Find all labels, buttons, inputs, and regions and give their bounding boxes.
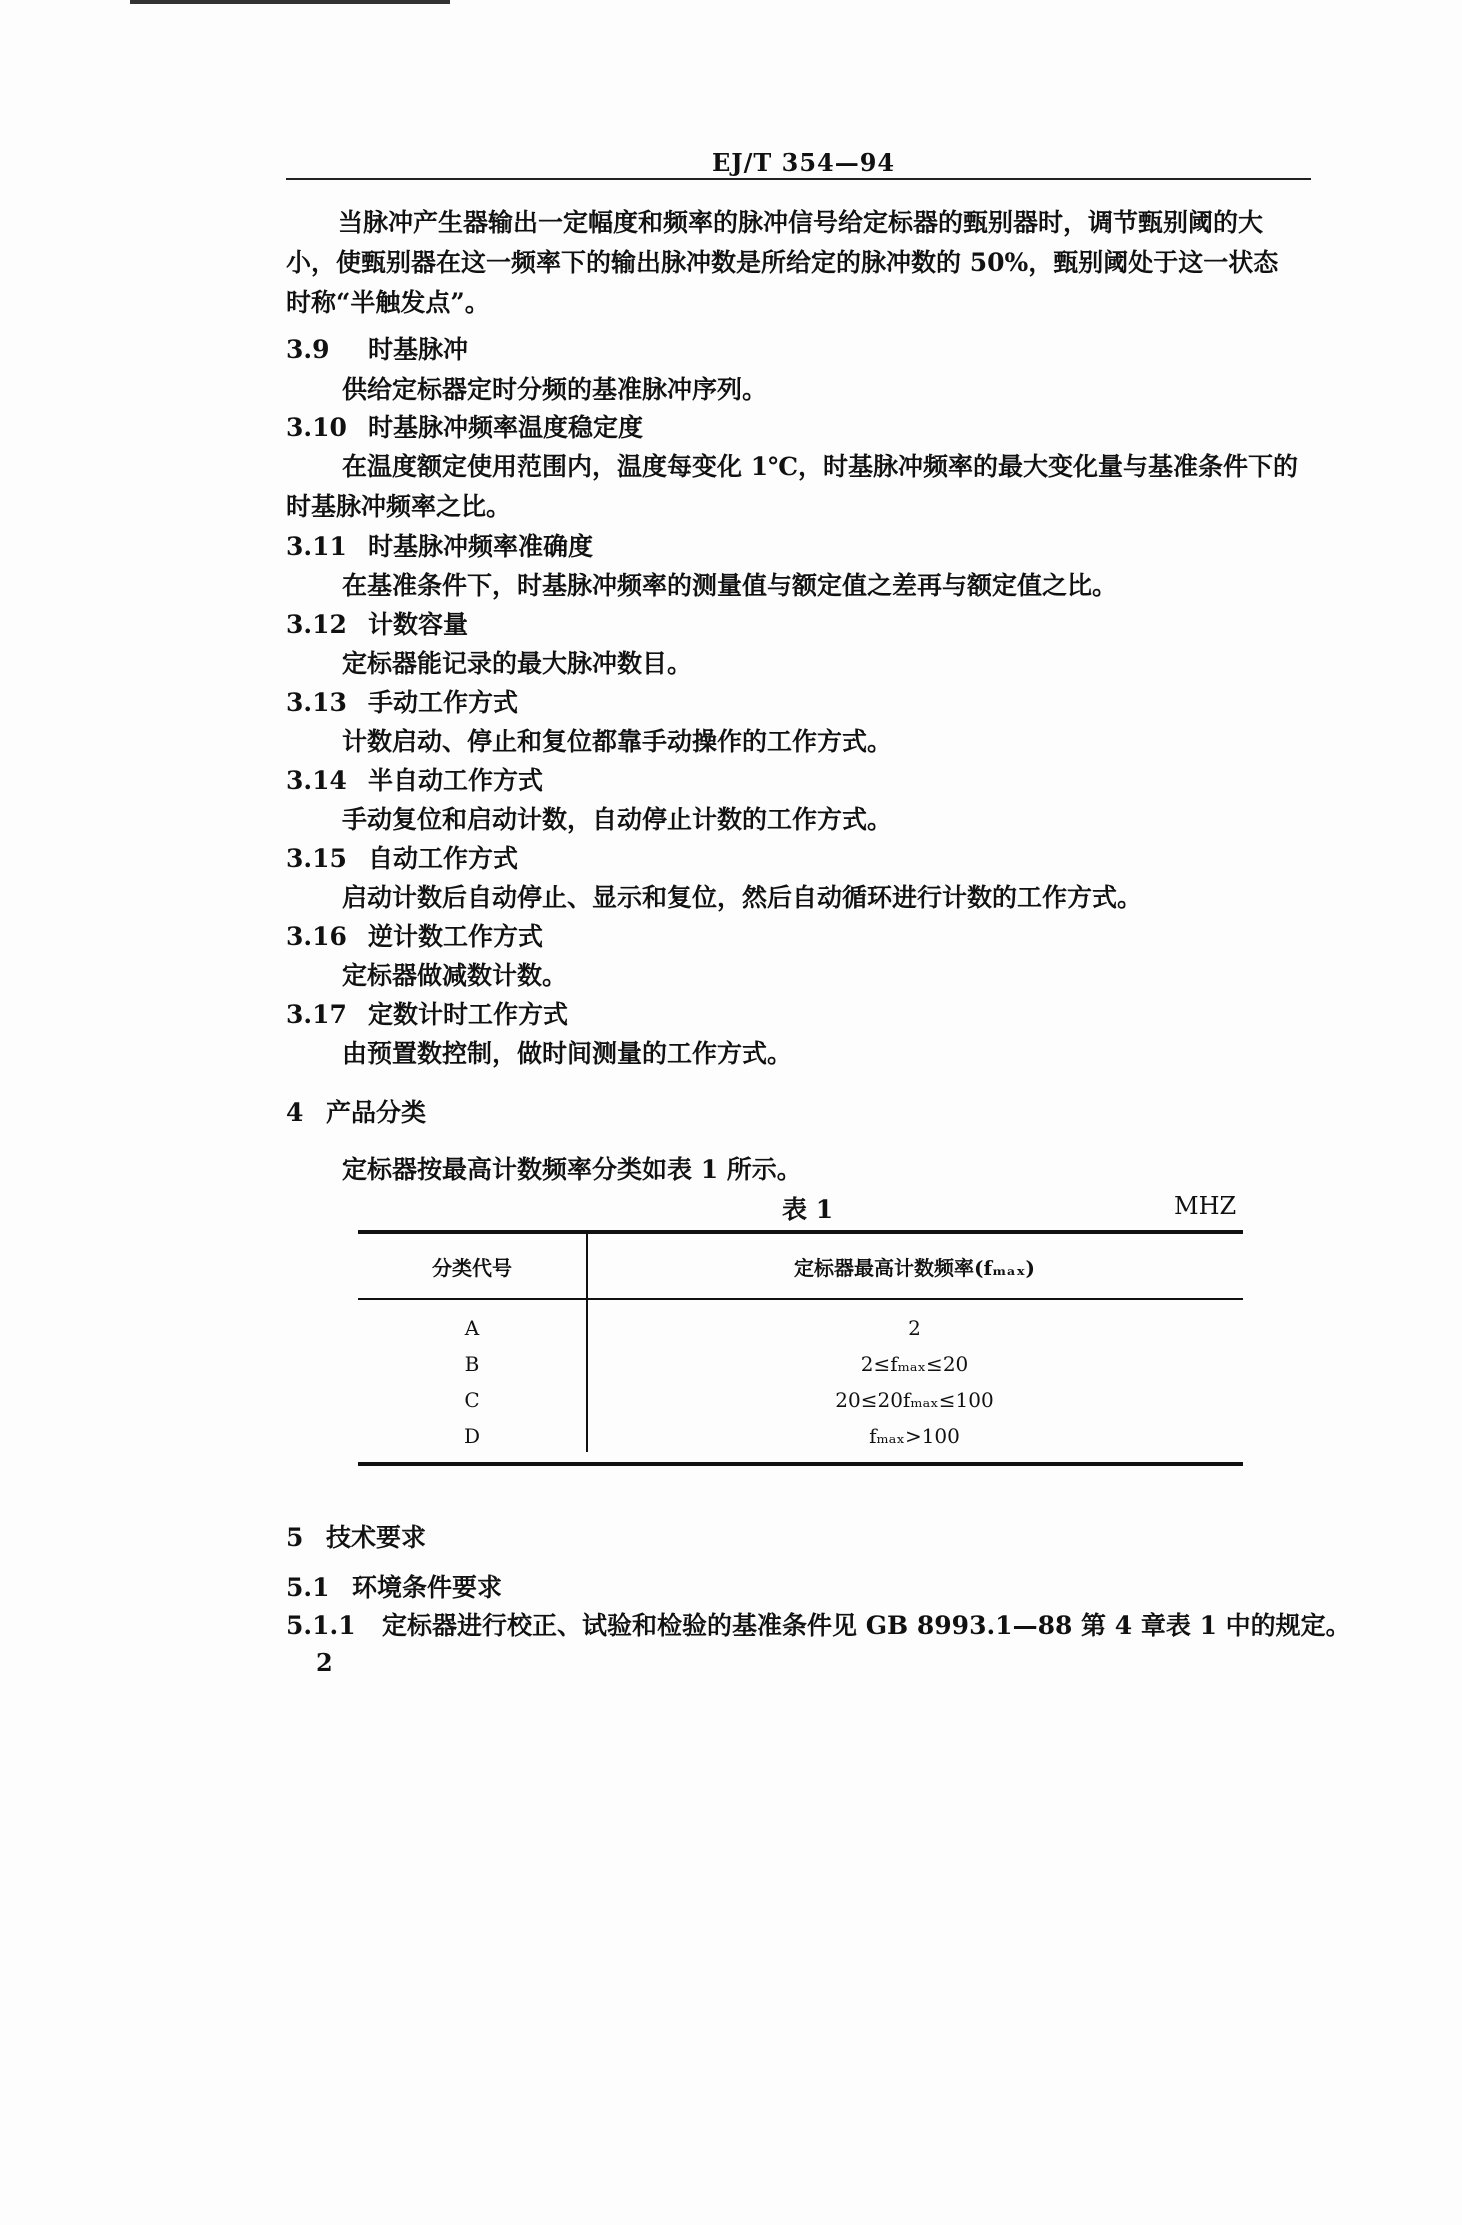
section-body-3-17: 由预置数控制，做时间测量的工作方式。 <box>342 1039 793 1068</box>
section-number: 3.16 <box>286 922 347 951</box>
table-row <box>358 1418 1243 1454</box>
section-number: 3.10 <box>286 413 347 442</box>
table-cell: A <box>464 1316 480 1340</box>
section-heading-5-1 <box>286 1568 502 1608</box>
section-heading-3-14 <box>286 761 543 801</box>
section-title: 计数容量 <box>368 610 469 639</box>
section-title: 手动工作方式 <box>368 688 519 717</box>
table-cell: B <box>464 1352 480 1376</box>
section-number: 3.15 <box>286 844 347 873</box>
table-header-cell: 定标器最高计数频率(fₘₐₓ) <box>794 1255 1035 1280</box>
section-body-3-14: 手动复位和启动计数，自动停止计数的工作方式。 <box>342 805 893 834</box>
table-cell: 20≤20fₘₐₓ≤100 <box>835 1388 994 1412</box>
section-number: 5.1.1 <box>286 1611 356 1640</box>
section-number: 3.12 <box>286 610 347 639</box>
table-row <box>358 1346 1243 1382</box>
section-title: 时基脉冲频率准确度 <box>368 532 594 561</box>
table-row <box>358 1310 1243 1346</box>
section-title: 时基脉冲 <box>368 335 469 364</box>
section-heading-3-16 <box>286 917 543 957</box>
section-text: 定标器进行校正、试验和检验的基准条件见 GB 8993.1—88 第 4 章表 1 中的规定。 <box>382 1611 1351 1640</box>
table-cell: D <box>463 1424 481 1448</box>
section-title: 定数计时工作方式 <box>368 1000 569 1029</box>
section-number: 3.17 <box>286 1000 347 1029</box>
section-heading-3-9 <box>286 330 468 370</box>
section-paragraph-5-1-1 <box>286 1606 1351 1646</box>
top-edge-rule <box>130 0 450 4</box>
section-heading-3-11 <box>286 527 593 567</box>
table-cell: 2 <box>908 1316 921 1340</box>
section-body-3-16: 定标器做减数计数。 <box>342 961 568 990</box>
section-title: 环境条件要求 <box>352 1573 503 1602</box>
page-number: 2 <box>316 1648 333 1677</box>
section-number: 3.9 <box>286 335 330 364</box>
section-heading-5 <box>286 1518 426 1558</box>
intro-line-1: 当脉冲产生器输出一定幅度和频率的脉冲信号给定标器的甄别器时，调节甄别阈的大 <box>338 208 1264 237</box>
section-title: 逆计数工作方式 <box>368 922 544 951</box>
section-number: 4 <box>286 1098 304 1127</box>
table-body <box>358 1300 1243 1462</box>
table-unit: MHZ <box>1174 1192 1237 1220</box>
table-header-row <box>358 1234 1243 1300</box>
section-body-3-13: 计数启动、停止和复位都靠手动操作的工作方式。 <box>342 727 893 756</box>
intro-line-3: 时称“半触发点”。 <box>286 288 490 317</box>
table-column-divider <box>586 1234 588 1452</box>
intro-line-2: 小，使甄别器在这一频率下的输出脉冲数是所给定的脉冲数的 50%，甄别阈处于这一状态 <box>286 248 1279 277</box>
section-number: 3.13 <box>286 688 347 717</box>
section-heading-3-15 <box>286 839 518 879</box>
section-heading-3-13 <box>286 683 518 723</box>
section-number: 3.14 <box>286 766 347 795</box>
section-number: 3.11 <box>286 532 347 561</box>
section-body-3-12: 定标器能记录的最大脉冲数目。 <box>342 649 693 678</box>
section-title: 产品分类 <box>326 1098 427 1127</box>
section-title: 时基脉冲频率温度稳定度 <box>368 413 644 442</box>
section-title: 技术要求 <box>326 1523 427 1552</box>
table-cell: C <box>464 1388 480 1412</box>
section-body-3-9: 供给定标器定时分频的基准脉冲序列。 <box>342 375 768 404</box>
table-cell: fₘₐₓ>100 <box>869 1424 960 1448</box>
standard-code: EJ/T 354—94 <box>712 148 896 177</box>
section-title: 自动工作方式 <box>368 844 519 873</box>
section-number: 5 <box>286 1523 304 1552</box>
table-caption: 表 1 <box>782 1195 834 1224</box>
header-rule <box>286 178 1311 180</box>
table-row <box>358 1382 1243 1418</box>
section-body-4: 定标器按最高计数频率分类如表 1 所示。 <box>342 1155 802 1184</box>
section-title: 半自动工作方式 <box>368 766 544 795</box>
section-heading-3-17 <box>286 995 568 1035</box>
section-body-3-11: 在基准条件下，时基脉冲频率的测量值与额定值之差再与额定值之比。 <box>342 571 1118 600</box>
section-body-3-15: 启动计数后自动停止、显示和复位，然后自动循环进行计数的工作方式。 <box>342 883 1143 912</box>
classification-table <box>358 1230 1243 1466</box>
section-number: 5.1 <box>286 1573 330 1602</box>
section-heading-4 <box>286 1093 426 1133</box>
section-heading-3-12 <box>286 605 468 645</box>
section-body-3-10-line-1: 在温度额定使用范围内，温度每变化 1℃，时基脉冲频率的最大变化量与基准条件下的 <box>342 452 1299 481</box>
section-heading-3-10 <box>286 408 643 448</box>
table-cell: 2≤fₘₐₓ≤20 <box>860 1352 969 1376</box>
section-body-3-10-line-2: 时基脉冲频率之比。 <box>286 492 512 521</box>
table-header-cell: 分类代号 <box>432 1255 512 1280</box>
